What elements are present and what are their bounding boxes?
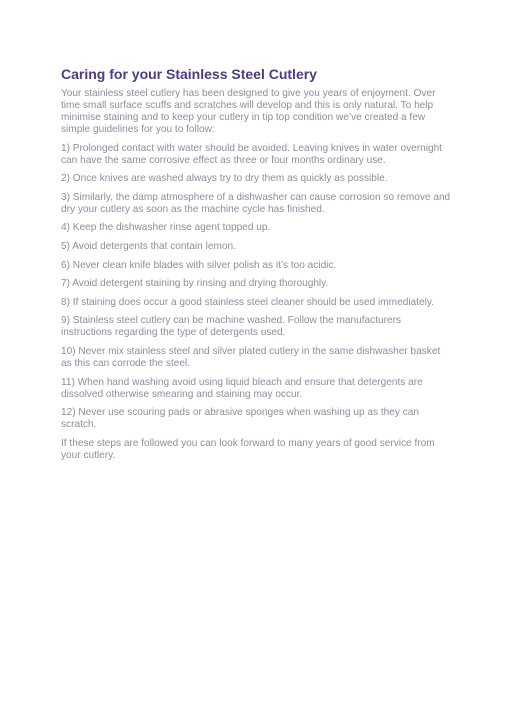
tip-6: 6) Never clean knife blades with silver polish as it’s too acidic. <box>61 259 337 271</box>
tip-3: 3) Similarly, the damp atmosphere of a dishwasher can cause corrosion so remove and dry your cutlery as soon as the machine cycle has finished. <box>61 191 451 215</box>
tip-9: 9) Stainless steel cutlery can be machine washed. Follow the manufacturers instructions regarding the type of detergents used. <box>61 315 401 339</box>
closing-paragraph: If these steps are followed you can look forward to many years of good service from your cutlery. <box>61 437 435 461</box>
page-title: Caring for your Stainless Steel Cutlery <box>61 66 317 82</box>
document-page <box>61 66 453 468</box>
intro-paragraph: Your stainless steel cutlery has been designed to give you years of enjoyment. Over time small surface scuffs and scratches will develop and this is only natural. To help minimise staining and to keep your cutlery in tip top condition we’ve created a few simple guidelines for you to follow: <box>61 88 436 135</box>
tip-1: 1) Prolonged contact with water should be avoided. Leaving knives in water overnight can have the same corrosive effect as three or four months ordinary use. <box>61 142 442 166</box>
tip-7: 7) Avoid detergent staining by rinsing and drying thoroughly. <box>61 278 329 290</box>
tip-10: 10) Never mix stainless steel and silver plated cutlery in the same dishwasher basket as this can corrode the steel. <box>61 345 441 369</box>
tip-5: 5) Avoid detergents that contain lemon. <box>61 240 236 252</box>
tip-4: 4) Keep the dishwasher rinse agent topped up. <box>61 222 271 234</box>
tip-11: 11) When hand washing avoid using liquid bleach and ensure that detergents are dissolved otherwise smearing and staining may occur. <box>61 376 423 400</box>
tip-8: 8) If staining does occur a good stainless steel cleaner should be used immediately. <box>61 296 434 308</box>
tip-2: 2) Once knives are washed always try to dry them as quickly as possible. <box>61 173 388 185</box>
tip-12: 12) Never use scouring pads or abrasive sponges when washing up as they can scratch. <box>61 407 419 431</box>
